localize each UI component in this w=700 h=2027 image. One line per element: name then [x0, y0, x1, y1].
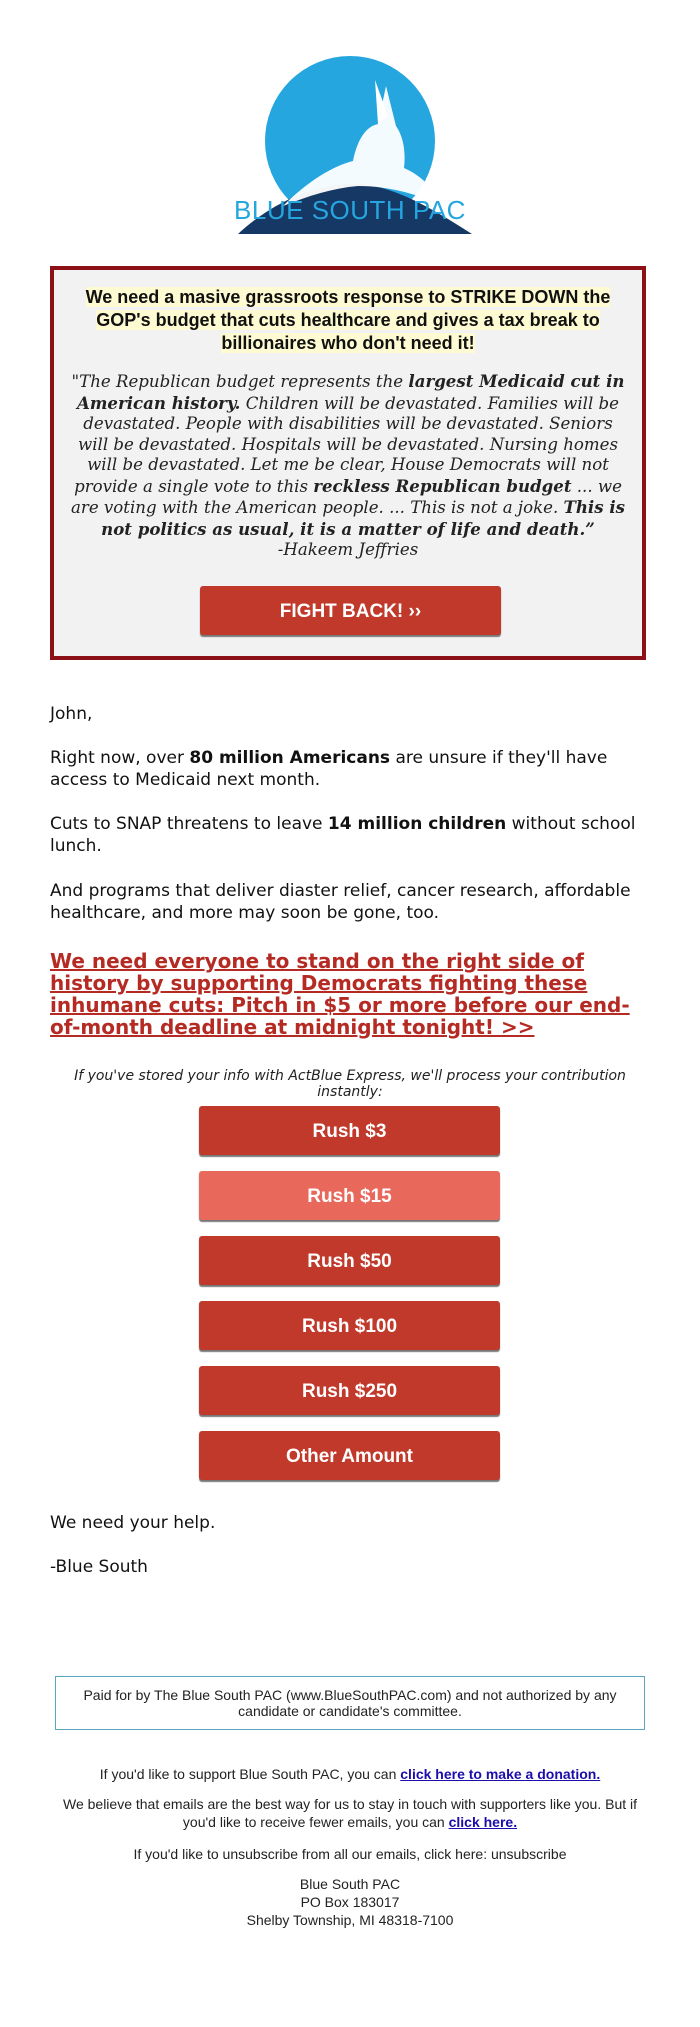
- donation-link[interactable]: click here to make a donation.: [400, 1766, 601, 1782]
- quote-attribution: -Hakeem Jeffries: [277, 540, 419, 559]
- actblue-express-note: If you've stored your info with ActBlue Express, we'll process your contribution instantly:: [74, 1068, 626, 1100]
- paragraph-snap: Cuts to SNAP threatens to leave 14 million children without school lunch.: [50, 814, 636, 856]
- jeffries-quote: "The Republican budget represents the largest Medicaid cut in American history. Children will be devastated. Families will be devastated. People with disabilities will be devastated. Seniors will be devastated. Hospitals will be devastated. Nursing homes will be devastated. Let me be clear, House Democrats will not provide a single vote to this reckless Republican budget ... we are voting with the American people. ... This is not a joke. This is not politics as usual, it is a matter of life and death.” -Hakeem Jeffries: [71, 371, 625, 559]
- address-name: Blue South PAC: [299, 1876, 401, 1892]
- rush-3-button[interactable]: Rush $3: [199, 1106, 500, 1155]
- address-pobox: PO Box 183017: [300, 1894, 400, 1910]
- rush-100-button[interactable]: Rush $100: [199, 1301, 500, 1350]
- fight-back-button[interactable]: FIGHT BACK! ››: [200, 586, 501, 635]
- paragraph-programs: And programs that deliver diaster relief, cancer research, affordable healthcare, and more may soon be gone, too.: [50, 881, 631, 923]
- paragraph-medicaid: Right now, over 80 million Americans are unsure if they'll have access to Medicaid next month.: [50, 748, 608, 790]
- support-line: If you'd like to support Blue South PAC, you can click here to make a donation.: [99, 1766, 601, 1782]
- unsubscribe-line[interactable]: If you'd like to unsubscribe from all our emails, click here: unsubscribe: [133, 1846, 567, 1862]
- closing-line: We need your help.: [50, 1513, 216, 1533]
- paid-for-disclaimer: Paid for by The Blue South PAC (www.BlueSouthPAC.com) and not authorized by any candidate or candidate's committee.: [55, 1676, 645, 1730]
- other-amount-button[interactable]: Other Amount: [199, 1431, 500, 1480]
- rush-50-button[interactable]: Rush $50: [199, 1236, 500, 1285]
- donate-cta-link[interactable]: We need everyone to stand on the right side of history by supporting Democrats fighting these inhumane cuts: Pitch in $5 or more before our end-of-month deadline at midnight tonight! >>: [50, 949, 630, 1039]
- greeting: John,: [50, 704, 93, 724]
- rush-15-button[interactable]: Rush $15: [199, 1171, 500, 1220]
- alert-headline: We need a masive grassroots response to STRIKE DOWN the GOP's budget that cuts healthcare and gives a tax break to billionaires who don't need it!: [85, 287, 611, 353]
- fewer-emails-line: We believe that emails are the best way for us to stay in touch with supporters like you. But if you'd like to receive fewer emails, you can click here.: [62, 1796, 638, 1830]
- fewer-emails-link[interactable]: click here.: [448, 1814, 518, 1830]
- signature: -Blue South: [50, 1557, 148, 1577]
- brand-name: BLUE SOUTH PAC: [234, 195, 466, 225]
- rush-250-button[interactable]: Rush $250: [199, 1366, 500, 1415]
- address-city: Shelby Township, MI 48318-7100: [246, 1912, 454, 1928]
- alert-box: [50, 266, 646, 660]
